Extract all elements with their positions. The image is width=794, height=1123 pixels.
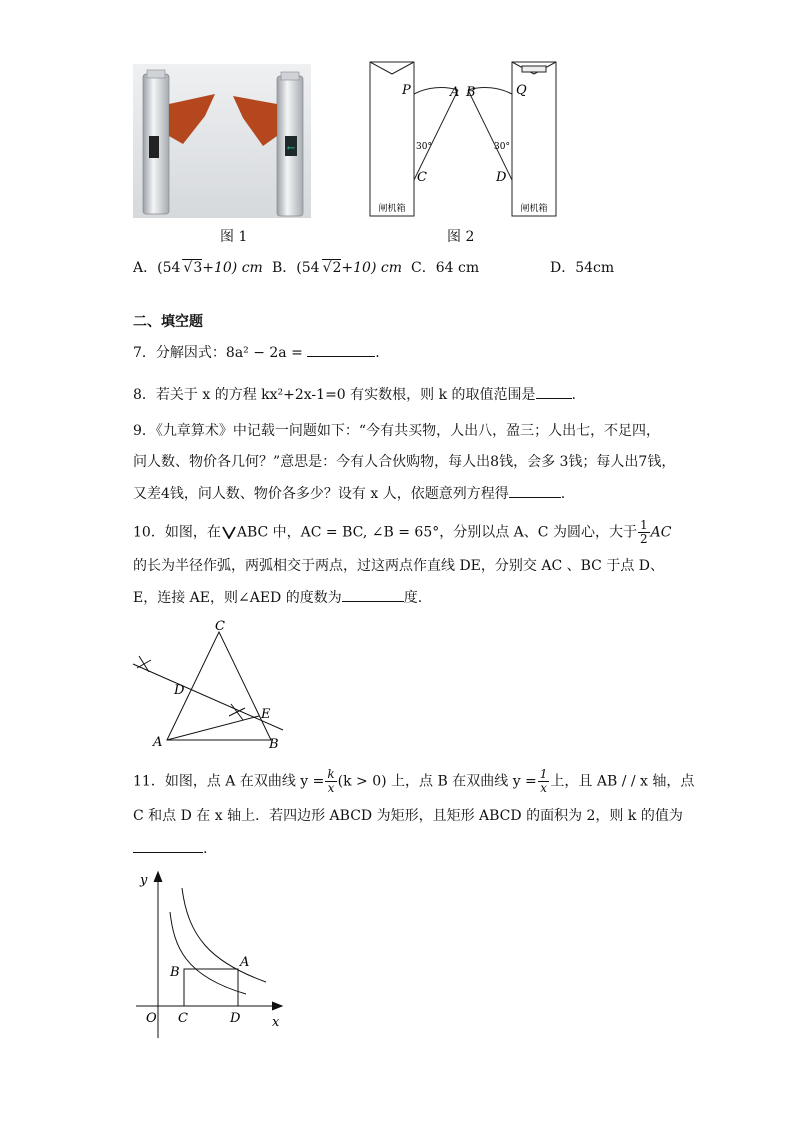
question-9-line2: 问人数、物价各几何？”意思是：今有人合伙购物，每人出8钱，会多 3钱；每人出7钱， [133,454,676,470]
fig2-label-A: A [450,85,460,100]
fig2-angle-right: 30° [494,142,510,152]
q11-label-D: D [230,1011,241,1026]
q11-answer-blank[interactable] [133,838,203,853]
option-d: D．54cm [550,260,615,276]
question-9-line1: 9．《九章算术》中记载一问题如下：“今有共买物，人出八，盈三；人出七，不足四， [133,423,661,439]
fig2-label-Q: Q [516,83,527,98]
q10-label-A: A [153,735,163,750]
q11-label-B: B [170,965,180,980]
fig2-angle-left: 30° [416,142,432,152]
q8-answer-blank[interactable] [536,384,572,399]
triangle-symbol-icon [222,525,236,539]
question-11-line3: . [133,838,207,859]
fig2-label-D: D [496,170,507,185]
q10-label-C: C [215,619,225,634]
fig2-label-C: C [417,170,427,185]
question-10-line1: 10．如图，在 ABC 中，AC = BC, ∠B = 65°，分别以点 A、C 为圆心，大于 $\frac{1}{2}$ AC [133,518,672,546]
q10-label-B: B [269,737,279,752]
question-10-figure [125,616,290,752]
option-c: C．64 cm [411,260,480,276]
q11-axis-x: x [272,1015,280,1030]
question-8: 8．若关于 x 的方程 kx²+2x-1=0 有实数根，则 k 的取值范围是 . [133,384,576,405]
figure-2-schematic [362,56,564,220]
q7-answer-blank[interactable] [307,342,375,357]
fig2-box-left: 闸机箱 [378,204,406,214]
svg-text:←: ← [286,143,296,154]
q10-label-D: D [174,683,185,698]
question-7: 7．分解因式：8a² − 2a = . [133,342,380,363]
q10-answer-blank[interactable] [342,587,404,602]
option-a: A．(54 √3+10) cm [133,260,263,276]
figure-1-caption: 图 1 [220,229,248,245]
section-heading: 二、填空题 [133,314,203,330]
fig2-box-right: 闸机箱 [520,204,548,214]
fig2-label-B: B [466,85,476,100]
question-11-line2: C 和点 D 在 x 轴上．若四边形 ABCD 为矩形，且矩形 ABCD 的面积为 2，则 k 的值为 [133,808,683,824]
q11-label-C: C [178,1011,188,1026]
question-9-line3: 又差4钱，问人数、物价各多少？设有 x 人，依题意列方程得 . [133,483,565,504]
question-11-line1: 11．如图，点 A 在双曲线 y = $\frac{k}{x}$ (k > 0) 上，点 B 在双曲线 y = $\frac{1}{x}$ 上，且 AB / / x 轴，点 [133,767,695,795]
question-10-line2: 的长为半径作弧，两弧相交于两点，过这两点作直线 DE，分别交 AC 、BC 于点 D、 [133,558,665,574]
figure-1-turnstile-photo [133,64,311,218]
q10-label-E: E [261,707,271,722]
q9-answer-blank[interactable] [509,483,561,498]
question-11-figure [130,866,290,1046]
question-10-line3: E，连接 AE，则∠AED 的度数为 度. [133,587,422,608]
option-b: B．(54 √2+10) cm [272,260,402,276]
q11-label-O: O [146,1011,157,1026]
q11-label-A: A [240,955,250,970]
fig2-label-P: P [402,83,411,98]
figure-2-caption: 图 2 [447,229,475,245]
q11-axis-y: y [140,873,148,888]
